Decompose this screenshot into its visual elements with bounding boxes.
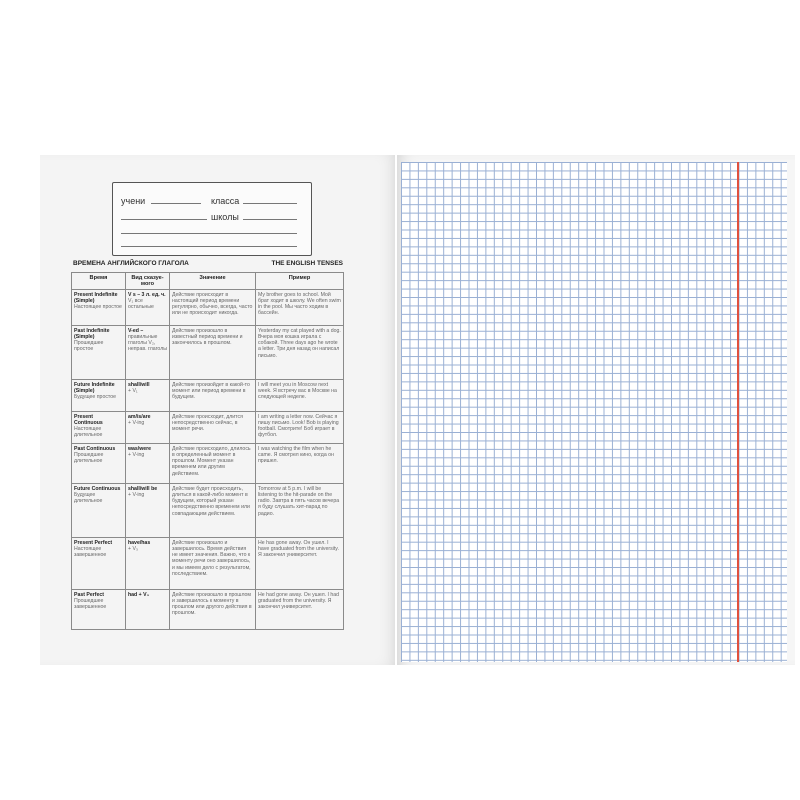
meaning: Действие произошло и завершилось. Время действия не имеет значения. Важно, что к моменту речи оно завершилось, и мы имеем дело с результатом, последствием.: [170, 538, 256, 590]
meaning: Действие происходило, длилось в определенный момент в прошлом. Момент указан временем или другим действием.: [170, 444, 256, 484]
student-label: учени: [121, 196, 146, 206]
line-3: [121, 233, 297, 234]
table-row: [72, 380, 344, 412]
header-meaning: Значение: [170, 273, 256, 290]
meaning: Действие произойдет в какой-то момент или период времени в будущем.: [170, 380, 256, 412]
header-example: Пример: [256, 273, 344, 290]
form: shall/will be: [128, 485, 158, 492]
header-tense: Время: [72, 273, 126, 290]
title-russian: ВРЕМЕНА АНГЛИЙСКОГО ГЛАГОЛА: [73, 260, 189, 267]
tense-russian: Прошедшее длительное: [74, 451, 104, 465]
example: I was watching the film when he came. Я смотрел кино, когда он пришел.: [256, 444, 344, 484]
school-label: школы: [211, 212, 239, 222]
example: Tomorrow at 5 p.m. I will be listening to the hit-parade on the radio. Завтра в пять часов вечера я буду слушать хит-парад по радио.: [256, 484, 344, 538]
tense-russian: Настоящее длительное: [74, 426, 103, 439]
form-note: + V-ing: [128, 419, 145, 426]
form-note: V₁ все остальные: [128, 297, 154, 311]
tense-russian: Будущее длительное: [74, 491, 103, 505]
student-name-line: [151, 203, 201, 204]
form: shall/will: [128, 381, 150, 388]
form: am/is/are: [128, 413, 151, 420]
form-note: + V₁: [128, 387, 138, 394]
form-note: правильные глаголы V₂, неправ. глаголы: [128, 333, 167, 353]
meaning: Действие будет происходить, длиться в какой-либо момент в будущем, который указан непосредственно временем или совпадающим действием.: [170, 484, 256, 538]
table-row: [72, 412, 344, 444]
form: V s – 3 л. ед. ч.: [128, 291, 166, 298]
tense-name: Present Perfect: [74, 539, 113, 546]
meaning: Действие происходит в настоящий период времени регулярно, обычно, всегда, часто или не происходит никогда.: [170, 290, 256, 326]
table-row: [72, 590, 344, 630]
line-4: [121, 246, 297, 247]
form: was/were: [128, 445, 152, 452]
table-row: [72, 444, 344, 484]
example: I am writing a letter now. Сейчас я пишу письмо. Look! Bob is playing football. Смотрите! Боб играет в футбол.: [256, 412, 344, 444]
title-english: THE ENGLISH TENSES: [271, 260, 343, 267]
meaning: Действие произошло в известный период времени и закончилось в прошлом.: [170, 326, 256, 380]
red-margin-line: [737, 162, 739, 662]
graph-paper-grid: [401, 162, 787, 662]
tense-russian: Будущее простое: [74, 394, 117, 401]
tense-name: Present Continuous: [74, 413, 103, 426]
tense-name: Present Indefinite (Simple): [74, 291, 118, 304]
meaning: Действие происходит, длится непосредственно сейчас, в момент речи.: [170, 412, 256, 444]
example: He has gone away. Он ушел. I have graduated from the university. Я закончил университет.: [256, 538, 344, 590]
form: have/has: [128, 539, 151, 546]
tense-name: Past Continuous: [74, 445, 116, 452]
meaning: Действие произошло в прошлом и завершилось к моменту в прошлом или другого действия в прошлом.: [170, 590, 256, 630]
line-2-left: [121, 219, 207, 220]
form: had + V₃: [128, 591, 149, 598]
tense-russian: Прошедшее простое: [74, 340, 104, 353]
name-plate: [112, 182, 312, 256]
tense-russian: Настоящее завершенное: [74, 545, 107, 559]
table-row: [72, 538, 344, 590]
class-line: [243, 203, 297, 204]
example: Yesterday my cat played with a dog. Вчера моя кошка играла с собакой. Three days ago he wrote a letter. Три дня назад он написал письмо.: [256, 326, 344, 380]
tense-name: Future Indefinite (Simple): [74, 381, 115, 394]
form-note: + V₃: [128, 545, 139, 552]
form-note: + V-ing: [128, 491, 145, 498]
table-header-row: [72, 273, 344, 290]
tense-name: Past Perfect: [74, 591, 104, 598]
form-note: + V-ing: [128, 451, 145, 458]
example: He had gone away. Он ушел. I had graduated from the university. Я закончил университет.: [256, 590, 344, 630]
tense-name: Past Indefinite (Simple): [74, 327, 110, 340]
table-row: [72, 484, 344, 538]
example: I will meet you in Moscow next week. Я встречу вас в Москве на следующей неделе.: [256, 380, 344, 412]
table-row: [72, 326, 344, 380]
tenses-title: [73, 260, 343, 272]
tense-name: Future Continuous: [74, 485, 121, 492]
class-label: класса: [211, 196, 240, 206]
header-form: Вид сказуе-мого: [126, 273, 170, 290]
tenses-table: [71, 272, 344, 630]
form: V-ed –: [128, 327, 144, 334]
table-row: [72, 290, 344, 326]
tense-russian: Настоящее простое: [74, 304, 122, 311]
tense-russian: Прошедшее завершенное: [74, 597, 107, 611]
example: My brother goes to school. Мой брат ходит в школу. We often swim in the pool. Мы часто ходим в бассейн.: [256, 290, 344, 326]
school-line: [243, 219, 297, 220]
